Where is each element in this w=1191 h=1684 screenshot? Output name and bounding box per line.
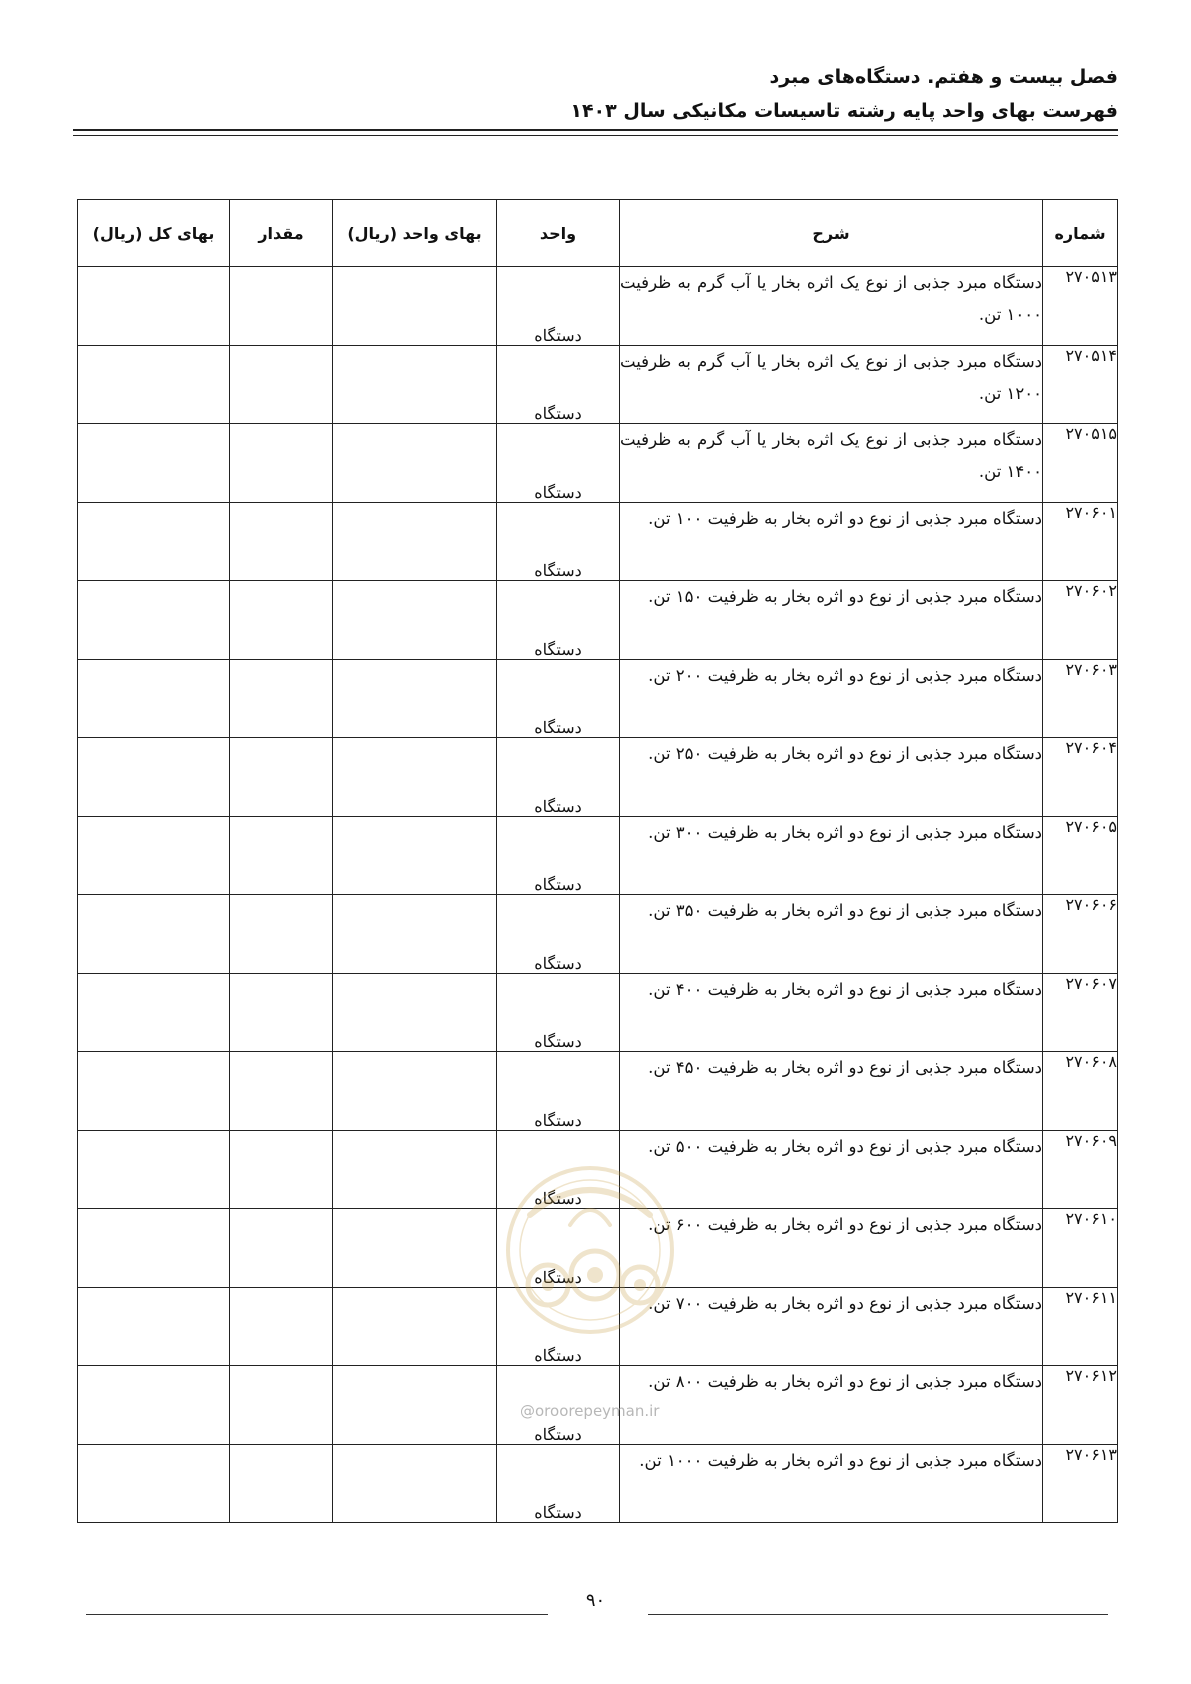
cell-quantity (230, 1366, 333, 1445)
table-row (78, 1287, 1118, 1366)
cell-quantity (230, 1209, 333, 1288)
cell-quantity (230, 581, 333, 660)
cell-code: ۲۷۰۶۰۷ (1043, 973, 1118, 1052)
column-header-unit-price: بهای واحد (ریال) (333, 200, 497, 267)
cell-total-price (78, 659, 230, 738)
cell-code: ۲۷۰۶۱۰ (1043, 1209, 1118, 1288)
cell-unit: دستگاه (497, 1287, 620, 1366)
table-row (78, 267, 1118, 346)
cell-unit-price (333, 738, 497, 817)
cell-quantity (230, 267, 333, 346)
table-body (78, 267, 1118, 1523)
cell-total-price (78, 1287, 230, 1366)
table-row (78, 1052, 1118, 1131)
cell-description: دستگاه مبرد جذبی از نوع دو اثره بخار به ظرفیت ۱۵۰ تن. (620, 581, 1043, 660)
cell-description: دستگاه مبرد جذبی از نوع یک اثره بخار یا آب گرم به ظرفیت ۱۴۰۰ تن. (620, 424, 1043, 503)
cell-total-price (78, 816, 230, 895)
page-number: ۹۰ (585, 1590, 606, 1611)
cell-total-price (78, 1444, 230, 1523)
cell-total-price (78, 502, 230, 581)
cell-quantity (230, 1444, 333, 1523)
cell-unit-price (333, 1444, 497, 1523)
cell-quantity (230, 1130, 333, 1209)
column-header-quantity: مقدار (230, 200, 333, 267)
cell-code: ۲۷۰۶۱۱ (1043, 1287, 1118, 1366)
cell-description: دستگاه مبرد جذبی از نوع دو اثره بخار به ظرفیت ۳۰۰ تن. (620, 816, 1043, 895)
cell-unit: دستگاه (497, 267, 620, 346)
table-row (78, 816, 1118, 895)
cell-quantity (230, 345, 333, 424)
cell-unit: دستگاه (497, 659, 620, 738)
cell-unit: دستگاه (497, 1052, 620, 1131)
cell-unit: دستگاه (497, 581, 620, 660)
cell-total-price (78, 1052, 230, 1131)
cell-quantity (230, 1287, 333, 1366)
cell-unit-price (333, 424, 497, 503)
cell-quantity (230, 895, 333, 974)
cell-quantity (230, 816, 333, 895)
cell-unit: دستگاه (497, 1444, 620, 1523)
cell-description: دستگاه مبرد جذبی از نوع دو اثره بخار به ظرفیت ۶۰۰ تن. (620, 1209, 1043, 1288)
table-row (78, 424, 1118, 503)
cell-code: ۲۷۰۶۰۹ (1043, 1130, 1118, 1209)
cell-description: دستگاه مبرد جذبی از نوع دو اثره بخار به ظرفیت ۲۰۰ تن. (620, 659, 1043, 738)
cell-unit-price (333, 659, 497, 738)
table-row (78, 1444, 1118, 1523)
cell-code: ۲۷۰۶۰۶ (1043, 895, 1118, 974)
cell-description: دستگاه مبرد جذبی از نوع دو اثره بخار به ظرفیت ۳۵۰ تن. (620, 895, 1043, 974)
cell-unit: دستگاه (497, 1209, 620, 1288)
cell-quantity (230, 738, 333, 817)
table-row (78, 973, 1118, 1052)
cell-total-price (78, 345, 230, 424)
cell-code: ۲۷۰۶۰۴ (1043, 738, 1118, 817)
cell-total-price (78, 973, 230, 1052)
cell-code: ۲۷۰۵۱۵ (1043, 424, 1118, 503)
table-row (78, 659, 1118, 738)
table-header-row (78, 200, 1118, 267)
column-header-unit: واحد (497, 200, 620, 267)
document-title: فهرست بهای واحد پایه رشته تاسیسات مکانیکی سال ۱۴۰۳ (570, 100, 1118, 122)
cell-unit-price (333, 267, 497, 346)
cell-description: دستگاه مبرد جذبی از نوع دو اثره بخار به ظرفیت ۲۵۰ تن. (620, 738, 1043, 817)
table-row (78, 581, 1118, 660)
cell-unit-price (333, 895, 497, 974)
cell-unit-price (333, 1130, 497, 1209)
table-row (78, 738, 1118, 817)
cell-unit-price (333, 816, 497, 895)
cell-total-price (78, 738, 230, 817)
cell-quantity (230, 502, 333, 581)
cell-description: دستگاه مبرد جذبی از نوع یک اثره بخار یا آب گرم به ظرفیت ۱۰۰۰ تن. (620, 267, 1043, 346)
table-row (78, 345, 1118, 424)
table-row (78, 502, 1118, 581)
cell-unit-price (333, 973, 497, 1052)
cell-unit-price (333, 502, 497, 581)
cell-code: ۲۷۰۶۱۳ (1043, 1444, 1118, 1523)
column-header-description: شرح (620, 200, 1043, 267)
cell-total-price (78, 1366, 230, 1445)
cell-code: ۲۷۰۶۰۳ (1043, 659, 1118, 738)
table-row (78, 895, 1118, 974)
cell-unit-price (333, 1052, 497, 1131)
cell-quantity (230, 424, 333, 503)
cell-unit-price (333, 1366, 497, 1445)
cell-unit-price (333, 345, 497, 424)
column-header-total-price: بهای کل (ریال) (78, 200, 230, 267)
cell-total-price (78, 1130, 230, 1209)
cell-total-price (78, 895, 230, 974)
cell-unit: دستگاه (497, 973, 620, 1052)
cell-code: ۲۷۰۶۰۵ (1043, 816, 1118, 895)
cell-total-price (78, 424, 230, 503)
price-list-table (77, 199, 1118, 1523)
cell-quantity (230, 1052, 333, 1131)
cell-total-price (78, 267, 230, 346)
cell-code: ۲۷۰۶۰۸ (1043, 1052, 1118, 1131)
cell-unit: دستگاه (497, 502, 620, 581)
cell-unit-price (333, 1209, 497, 1288)
cell-quantity (230, 659, 333, 738)
cell-unit-price (333, 581, 497, 660)
cell-description: دستگاه مبرد جذبی از نوع یک اثره بخار یا آب گرم به ظرفیت ۱۲۰۰ تن. (620, 345, 1043, 424)
cell-code: ۲۷۰۶۰۱ (1043, 502, 1118, 581)
cell-total-price (78, 581, 230, 660)
cell-unit: دستگاه (497, 424, 620, 503)
header-divider (73, 129, 1118, 136)
cell-description: دستگاه مبرد جذبی از نوع دو اثره بخار به ظرفیت ۱۰۰ تن. (620, 502, 1043, 581)
cell-code: ۲۷۰۶۰۲ (1043, 581, 1118, 660)
cell-description: دستگاه مبرد جذبی از نوع دو اثره بخار به ظرفیت ۷۰۰ تن. (620, 1287, 1043, 1366)
cell-unit: دستگاه (497, 1366, 620, 1445)
table-row (78, 1209, 1118, 1288)
cell-unit-price (333, 1287, 497, 1366)
column-header-code: شماره (1043, 200, 1118, 267)
cell-unit: دستگاه (497, 345, 620, 424)
cell-total-price (78, 1209, 230, 1288)
table-row (78, 1130, 1118, 1209)
cell-unit: دستگاه (497, 895, 620, 974)
footer-rule-right (648, 1614, 1108, 1615)
cell-code: ۲۷۰۵۱۳ (1043, 267, 1118, 346)
cell-quantity (230, 973, 333, 1052)
cell-description: دستگاه مبرد جذبی از نوع دو اثره بخار به ظرفیت ۵۰۰ تن. (620, 1130, 1043, 1209)
cell-code: ۲۷۰۵۱۴ (1043, 345, 1118, 424)
footer-rule-left (86, 1614, 548, 1615)
cell-unit: دستگاه (497, 816, 620, 895)
cell-description: دستگاه مبرد جذبی از نوع دو اثره بخار به ظرفیت ۴۰۰ تن. (620, 973, 1043, 1052)
cell-description: دستگاه مبرد جذبی از نوع دو اثره بخار به ظرفیت ۸۰۰ تن. (620, 1366, 1043, 1445)
cell-description: دستگاه مبرد جذبی از نوع دو اثره بخار به ظرفیت ۴۵۰ تن. (620, 1052, 1043, 1131)
cell-code: ۲۷۰۶۱۲ (1043, 1366, 1118, 1445)
cell-unit: دستگاه (497, 738, 620, 817)
cell-unit: دستگاه (497, 1130, 620, 1209)
watermark-text: @oroorepeyman.ir (520, 1402, 660, 1420)
chapter-title: فصل بیست و هفتم. دستگاه‌های مبرد (769, 66, 1118, 88)
page-header (73, 60, 1118, 128)
cell-description: دستگاه مبرد جذبی از نوع دو اثره بخار به ظرفیت ۱۰۰۰ تن. (620, 1444, 1043, 1523)
